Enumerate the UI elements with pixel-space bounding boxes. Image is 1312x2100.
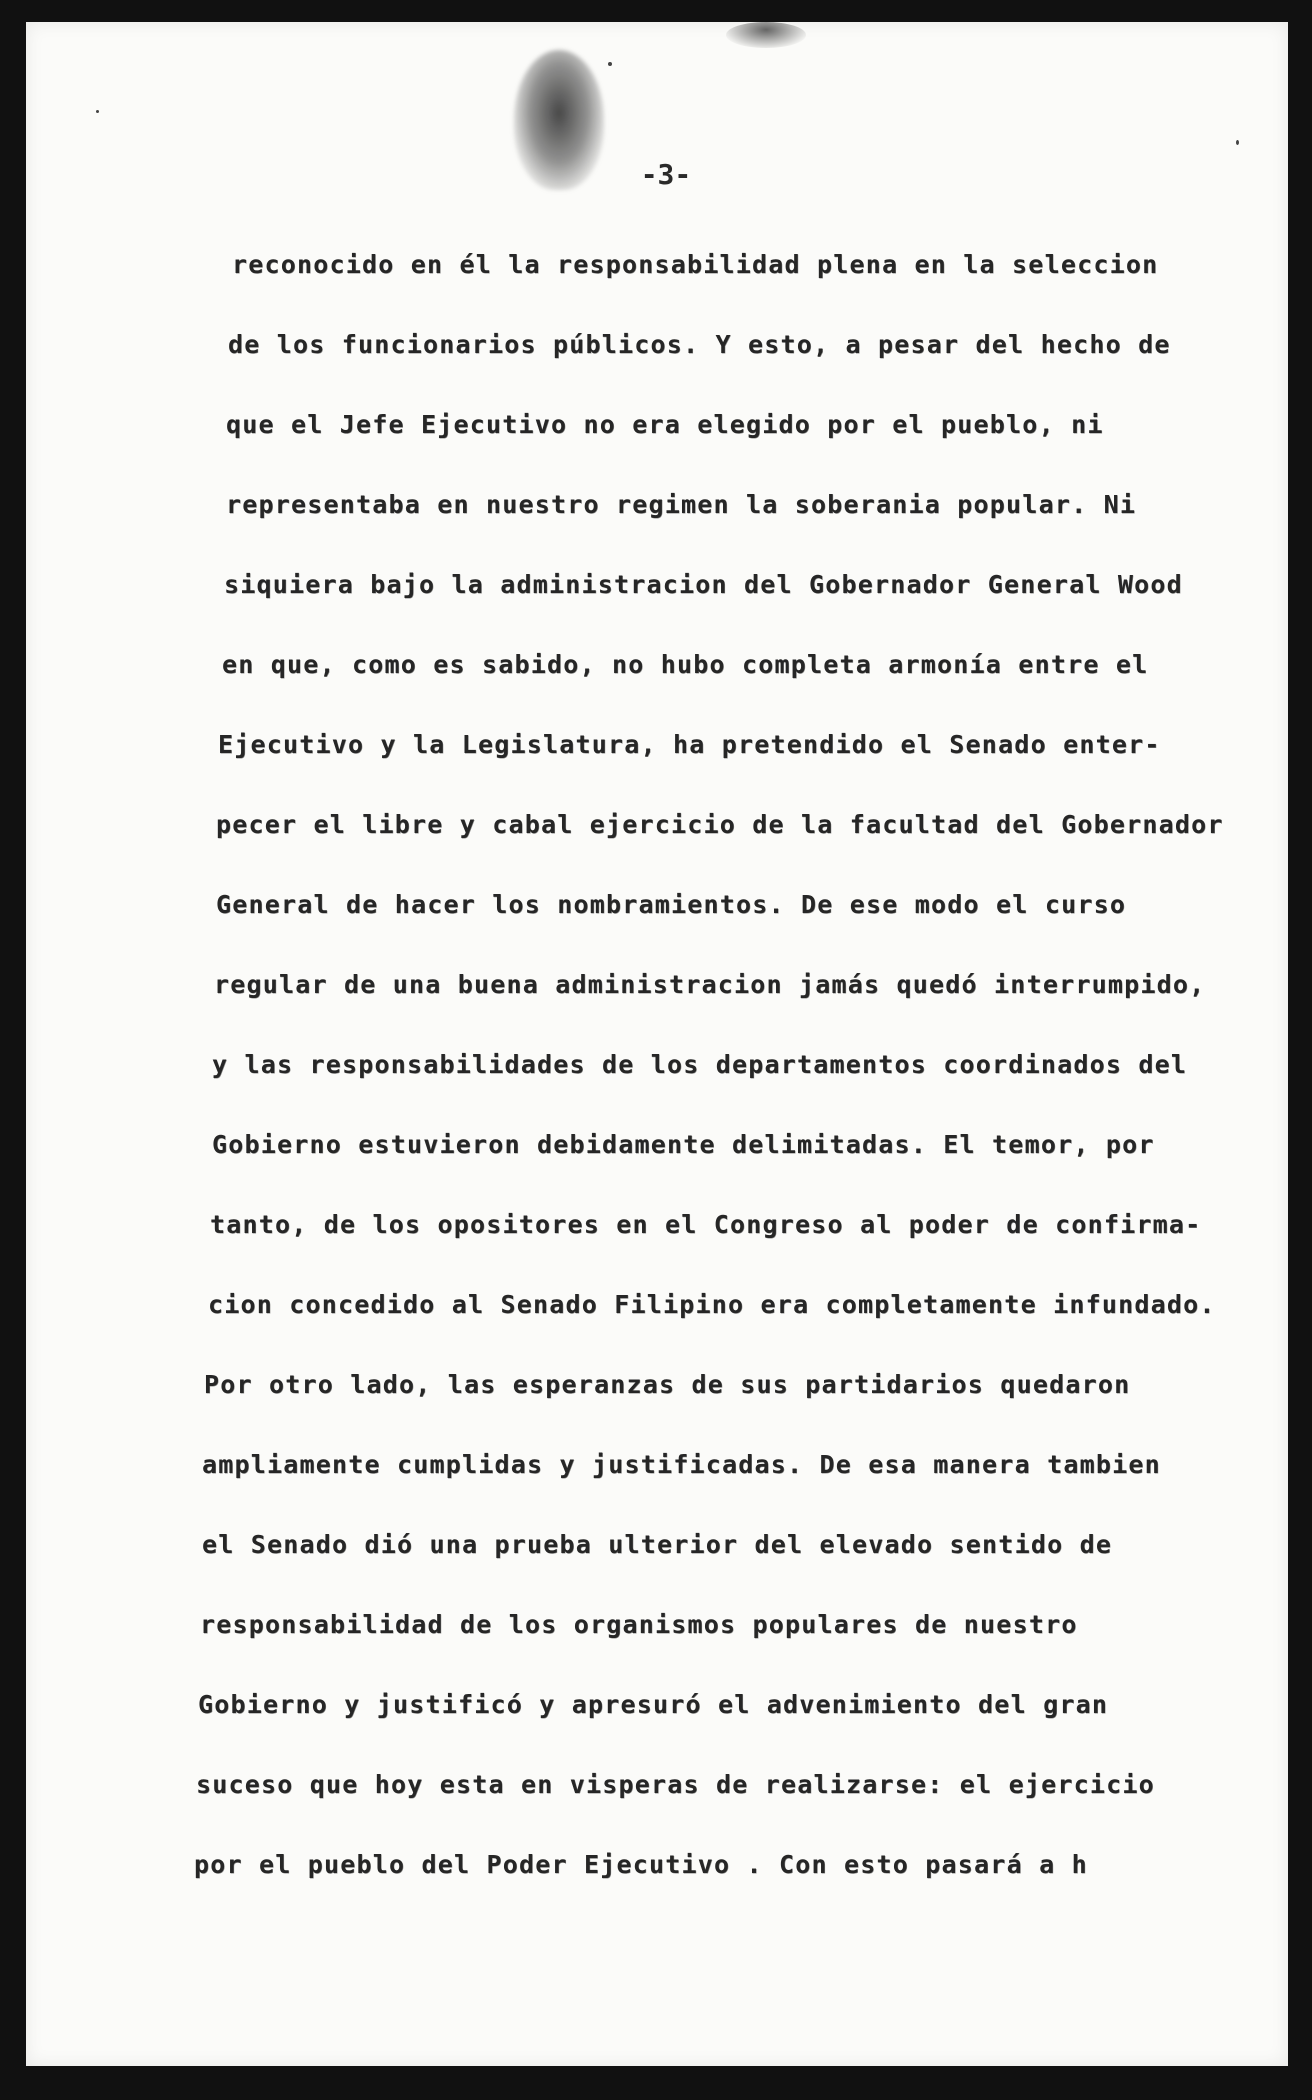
- text-line: en que, como es sabido, no hubo completa armonía entre el: [222, 650, 1149, 679]
- text-line: cion concedido al Senado Filipino era completamente infundado.: [208, 1290, 1216, 1319]
- text-line: suceso que hoy esta en visperas de realizarse: el ejercicio: [196, 1770, 1155, 1799]
- text-line: Ejecutivo y la Legislatura, ha pretendido el Senado enter-: [218, 730, 1161, 759]
- text-line: reconocido en él la responsabilidad plena en la seleccion: [232, 250, 1159, 279]
- text-line: Gobierno estuvieron debidamente delimitadas. El temor, por: [212, 1130, 1155, 1159]
- text-line: Por otro lado, las esperanzas de sus partidarios quedaron: [204, 1370, 1131, 1399]
- text-line: por el pueblo del Poder Ejecutivo . Con esto pasará a h: [194, 1850, 1088, 1879]
- text-line: pecer el libre y cabal ejercicio de la facultad del Gobernador: [216, 810, 1224, 839]
- text-line: el Senado dió una prueba ulterior del elevado sentido de: [202, 1530, 1113, 1559]
- text-line: responsabilidad de los organismos populares de nuestro: [200, 1610, 1078, 1639]
- text-line: representaba en nuestro regimen la soberania popular. Ni: [226, 490, 1137, 519]
- text-line: General de hacer los nombramientos. De ese modo el curso: [216, 890, 1127, 919]
- text-line: Gobierno y justificó y apresuró el advenimiento del gran: [198, 1690, 1109, 1719]
- text-line: que el Jefe Ejecutivo no era elegido por el pueblo, ni: [226, 410, 1104, 439]
- text-line: regular de una buena administracion jamás quedó interrumpido,: [214, 970, 1206, 999]
- text-line: de los funcionarios públicos. Y esto, a pesar del hecho de: [228, 330, 1171, 359]
- text-line: ampliamente cumplidas y justificadas. De esa manera tambien: [202, 1450, 1161, 1479]
- text-line: y las responsabilidades de los departamentos coordinados del: [212, 1050, 1188, 1079]
- page-number: -3-: [640, 158, 692, 191]
- text-line: tanto, de los opositores en el Congreso al poder de confirma-: [210, 1210, 1202, 1239]
- text-line: siquiera bajo la administracion del Gobernador General Wood: [224, 570, 1183, 599]
